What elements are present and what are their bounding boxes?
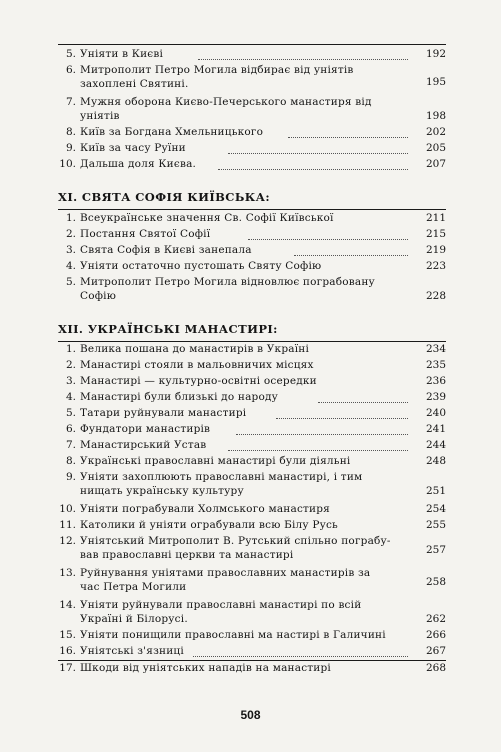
entry-page: 239 xyxy=(425,391,446,403)
entry-number: 5. xyxy=(65,48,76,60)
entry-page: 198 xyxy=(425,110,446,122)
entry-page: 215 xyxy=(425,228,446,240)
entry-title: Київ за Богдана Хмельницького xyxy=(80,126,264,138)
entry-title: Татари руйнували манастирі xyxy=(80,407,247,419)
entry-number: 8. xyxy=(65,455,76,467)
entry-title: Фундатори манастирів xyxy=(80,423,211,435)
dot-leader xyxy=(198,59,408,60)
dot-leader xyxy=(228,450,408,451)
top-rule xyxy=(58,44,446,45)
entry-page: 240 xyxy=(425,407,446,419)
entry-page: 257 xyxy=(425,544,446,556)
entry-title: Уніяти пограбували Холмського манастиря xyxy=(80,503,330,515)
entry-page: 244 xyxy=(425,439,446,451)
entry-title: Українські православні манастирі були діяльні xyxy=(80,455,351,467)
entry-number: 8. xyxy=(65,126,76,138)
entry-page: 255 xyxy=(425,519,446,531)
entry-title: Манастирі були близькі до народу xyxy=(80,391,279,403)
entry-number: 10. xyxy=(59,158,76,170)
entry-title: Свята Софія в Києві занепала xyxy=(80,244,252,256)
entry-page: 205 xyxy=(425,142,446,154)
entry-number: 1. xyxy=(65,212,76,224)
dot-leader xyxy=(276,418,408,419)
entry-number: 5. xyxy=(65,276,76,288)
dot-leader xyxy=(228,153,408,154)
entry-page: 254 xyxy=(425,503,446,515)
entry-page: 228 xyxy=(425,290,446,302)
dot-leader xyxy=(294,255,408,256)
entry-title-continued: нищать українську культуру xyxy=(80,485,244,497)
entry-page: 219 xyxy=(425,244,446,256)
entry-title: Уніятські з'язниці xyxy=(80,645,184,657)
entry-title: Манастирі стояли в мальовничих місцях xyxy=(80,359,314,371)
entry-page: 236 xyxy=(425,375,446,387)
dot-leader xyxy=(236,434,408,435)
entry-page: 248 xyxy=(425,455,446,467)
entry-number: 1. xyxy=(65,343,76,355)
toc-entry xyxy=(58,276,446,302)
page-number: 508 xyxy=(240,708,261,722)
entry-number: 6. xyxy=(65,64,76,76)
dot-leader xyxy=(193,656,408,657)
dot-leader xyxy=(218,169,408,170)
entry-page: 223 xyxy=(425,260,446,272)
entry-page: 262 xyxy=(425,613,446,625)
entry-number: 3. xyxy=(65,375,76,387)
entry-title: Всеукраїнське значення Св. Софії Київської xyxy=(80,212,334,224)
section-rule xyxy=(58,660,446,661)
entry-title: Шкоди від уніятських нападів на манастирі xyxy=(80,662,331,674)
entry-number: 4. xyxy=(65,391,76,403)
entry-title: Мужня оборона Києво-Печерського манастиря від xyxy=(80,96,372,108)
entry-title: Уніяти в Києві xyxy=(80,48,164,60)
entry-page: 234 xyxy=(425,343,446,355)
entry-title-continued: уніятів xyxy=(80,110,120,122)
entry-page: 202 xyxy=(425,126,446,138)
entry-page: 235 xyxy=(425,359,446,371)
entry-number: 11. xyxy=(59,519,76,531)
entry-number: 4. xyxy=(65,260,76,272)
toc-entry xyxy=(58,158,446,176)
entry-title: Дальша доля Києва. xyxy=(80,158,197,170)
entry-page: 268 xyxy=(425,662,446,674)
toc-entry xyxy=(58,96,446,122)
section-rule xyxy=(58,341,446,342)
toc-entry xyxy=(58,567,446,593)
entry-number: 2. xyxy=(65,359,76,371)
entry-title: Уніяти захоплюють православні манастирі, і тим xyxy=(80,471,363,483)
entry-title-continued: Україні й Білорусі. xyxy=(80,613,188,625)
entry-number: 15. xyxy=(59,629,76,641)
entry-number: 6. xyxy=(65,423,76,435)
entry-number: 17. xyxy=(59,662,76,674)
toc-entry xyxy=(58,662,446,680)
entry-title-continued: час Петра Могили xyxy=(80,581,187,593)
entry-number: 7. xyxy=(65,439,76,451)
entry-number: 14. xyxy=(59,599,76,611)
entry-title: Митрополит Петро Могила відновлює пограбовану xyxy=(80,276,375,288)
entry-title-continued: вав православні церкви та манастирі xyxy=(80,549,294,561)
dot-leader xyxy=(288,137,408,138)
toc-entry xyxy=(58,471,446,497)
section-heading-xii: XII. УКРАЇНСЬКІ МАНАСТИРІ: xyxy=(58,322,278,336)
entry-title-continued: захоплені Святині. xyxy=(80,78,189,90)
entry-number: 9. xyxy=(65,142,76,154)
entry-page: 207 xyxy=(425,158,446,170)
entry-page: 211 xyxy=(425,212,446,224)
entry-title: Уніятський Митрополит В. Рутський спільно пограбу- xyxy=(80,535,391,547)
entry-number: 7. xyxy=(65,96,76,108)
entry-page: 195 xyxy=(425,76,446,88)
entry-page: 251 xyxy=(425,485,446,497)
entry-title: Митрополит Петро Могила відбирає від уніятів xyxy=(80,64,354,76)
entry-title-continued: Софію xyxy=(80,290,117,302)
entry-title: Постання Святої Софії xyxy=(80,228,211,240)
entry-number: 9. xyxy=(65,471,76,483)
entry-title: Київ за часу Руїни xyxy=(80,142,186,154)
entry-page: 192 xyxy=(425,48,446,60)
entry-title: Руйнування уніятами православних манастирів за xyxy=(80,567,371,579)
entry-page: 258 xyxy=(425,576,446,588)
entry-number: 10. xyxy=(59,503,76,515)
entry-page: 266 xyxy=(425,629,446,641)
entry-number: 5. xyxy=(65,407,76,419)
toc-entry xyxy=(58,535,446,561)
section-heading-xi: XI. СВЯТА СОФІЯ КИЇВСЬКА: xyxy=(58,190,270,204)
toc-entry xyxy=(58,64,446,90)
entry-page: 267 xyxy=(425,645,446,657)
entry-number: 12. xyxy=(59,535,76,547)
entry-title: Католики й уніяти ограбували всю Білу Русь xyxy=(80,519,338,531)
entry-number: 13. xyxy=(59,567,76,579)
entry-page: 241 xyxy=(425,423,446,435)
dot-leader xyxy=(318,402,408,403)
entry-title: Велика пошана до манастирів в Україні xyxy=(80,343,310,355)
entry-number: 2. xyxy=(65,228,76,240)
toc-entry xyxy=(58,599,446,625)
entry-title: Уніяти понищили православні ма настирі в Галичині xyxy=(80,629,386,641)
entry-number: 3. xyxy=(65,244,76,256)
entry-title: Манастирський Устав xyxy=(80,439,207,451)
entry-number: 16. xyxy=(59,645,76,657)
section-rule xyxy=(58,209,446,210)
entry-title: Уніяти руйнували православні манастирі по всій xyxy=(80,599,362,611)
dot-leader xyxy=(248,239,408,240)
entry-title: Уніяти остаточно пустошать Святу Софію xyxy=(80,260,322,272)
entry-title: Манастирі — культурно-освітні осередки xyxy=(80,375,317,387)
